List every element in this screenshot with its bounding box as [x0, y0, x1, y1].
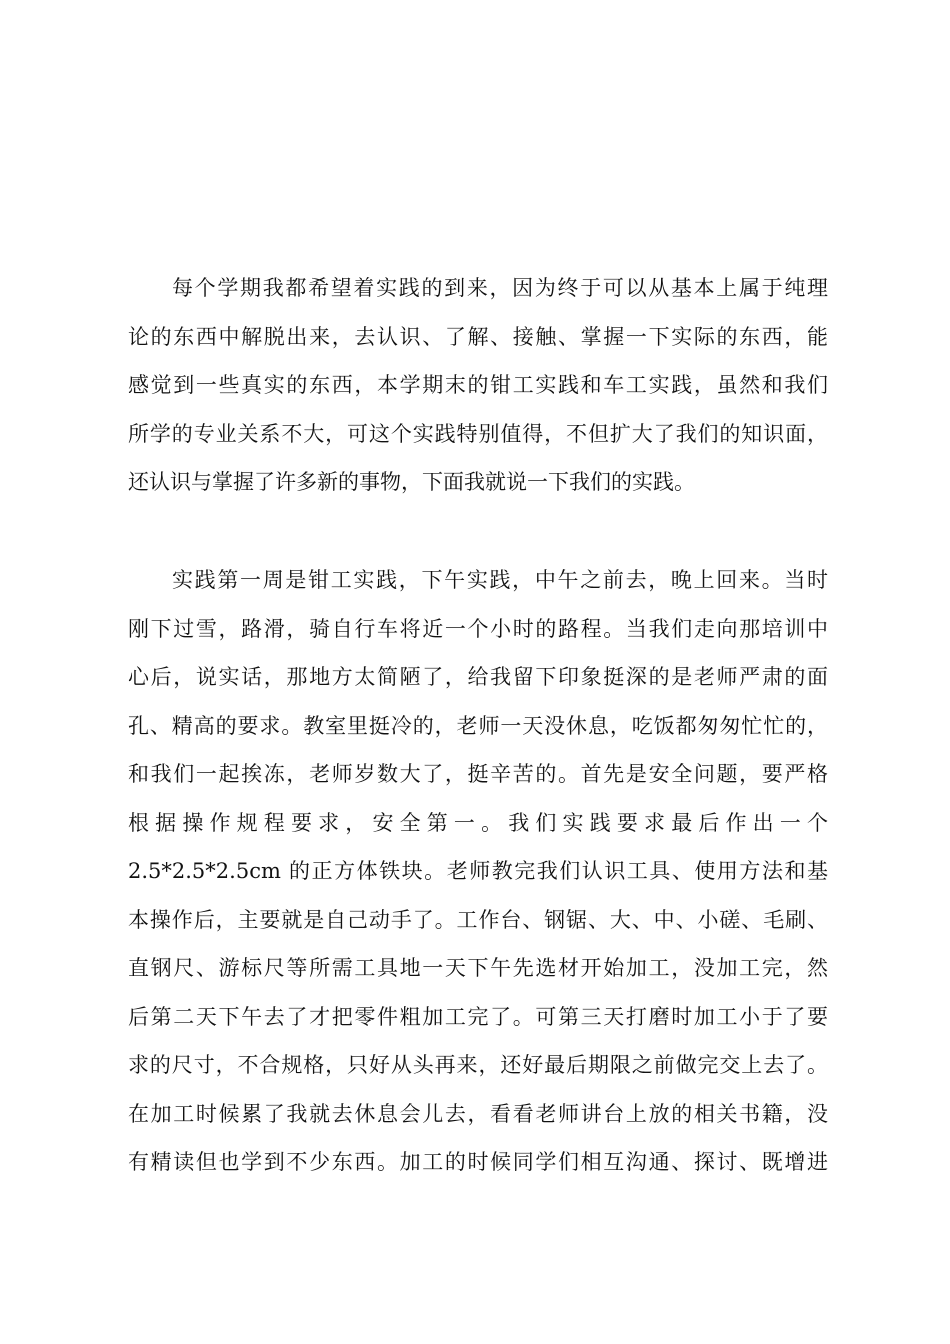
paragraph-line: 还认识与掌握了许多新的事物，下面我就说一下我们的实践。: [128, 470, 695, 494]
paragraph-line: 2.5*2.5*2.5cm 的正方体铁块。老师教完我们认识工具、使用方法和基: [128, 859, 828, 883]
paragraph-2: [128, 556, 828, 1187]
paragraph-1: [128, 264, 828, 507]
paragraph-line: 每个学期我都希望着实践的到来，因为终于可以从基本上属于纯理: [172, 276, 828, 300]
paragraph-line: 直钢尺、游标尺等所需工具地一天下午先选材开始加工，没加工完，然: [128, 956, 828, 980]
paragraph-line: 后第二天下午去了才把零件粗加工完了。可第三天打磨时加工小于了要: [128, 1004, 828, 1029]
paragraph-line: 刚下过雪，路滑，骑自行车将近一个小时的路程。当我们走向那培训中: [128, 616, 828, 641]
paragraph-line: 本操作后，主要就是自己动手了。工作台、钢锯、大、中、小磋、毛刷、: [128, 907, 828, 932]
paragraph-line: 心后，说实话，那地方太简陋了，给我留下印象挺深的是老师严肃的面: [128, 665, 828, 689]
paragraph-line: 和我们一起挨冻，老师岁数大了，挺辛苦的。首先是安全问题，要严格: [128, 762, 828, 786]
paragraph-line: 有精读但也学到不少东西。加工的时候同学们相互沟通、探讨、既增进: [128, 1150, 828, 1174]
paragraph-line: 求的尺寸，不合规格，只好从头再来，还好最后期限之前做完交上去了。: [128, 1053, 828, 1077]
paragraph-line: 实践第一周是钳工实践，下午实践，中午之前去，晚上回来。当时: [172, 568, 828, 592]
paragraph-line: 在加工时候累了我就去休息会儿去，看看老师讲台上放的相关书籍，没: [128, 1101, 828, 1126]
paragraph-line: 所学的专业关系不大，可这个实践特别值得，不但扩大了我们的知识面，: [128, 421, 828, 446]
paragraph-line: 感觉到一些真实的东西，本学期末的钳工实践和车工实践，虽然和我们: [128, 373, 828, 397]
paragraph-line: 根据操作规程要求，安全第一。我们实践要求最后作出一个: [128, 810, 828, 835]
paragraph-line: 论的东西中解脱出来，去认识、了解、接触、掌握一下实际的东西，能: [128, 324, 828, 349]
paragraph-line: 孔、精高的要求。教室里挺冷的，老师一天没休息，吃饭都匆匆忙忙的，: [128, 713, 828, 738]
